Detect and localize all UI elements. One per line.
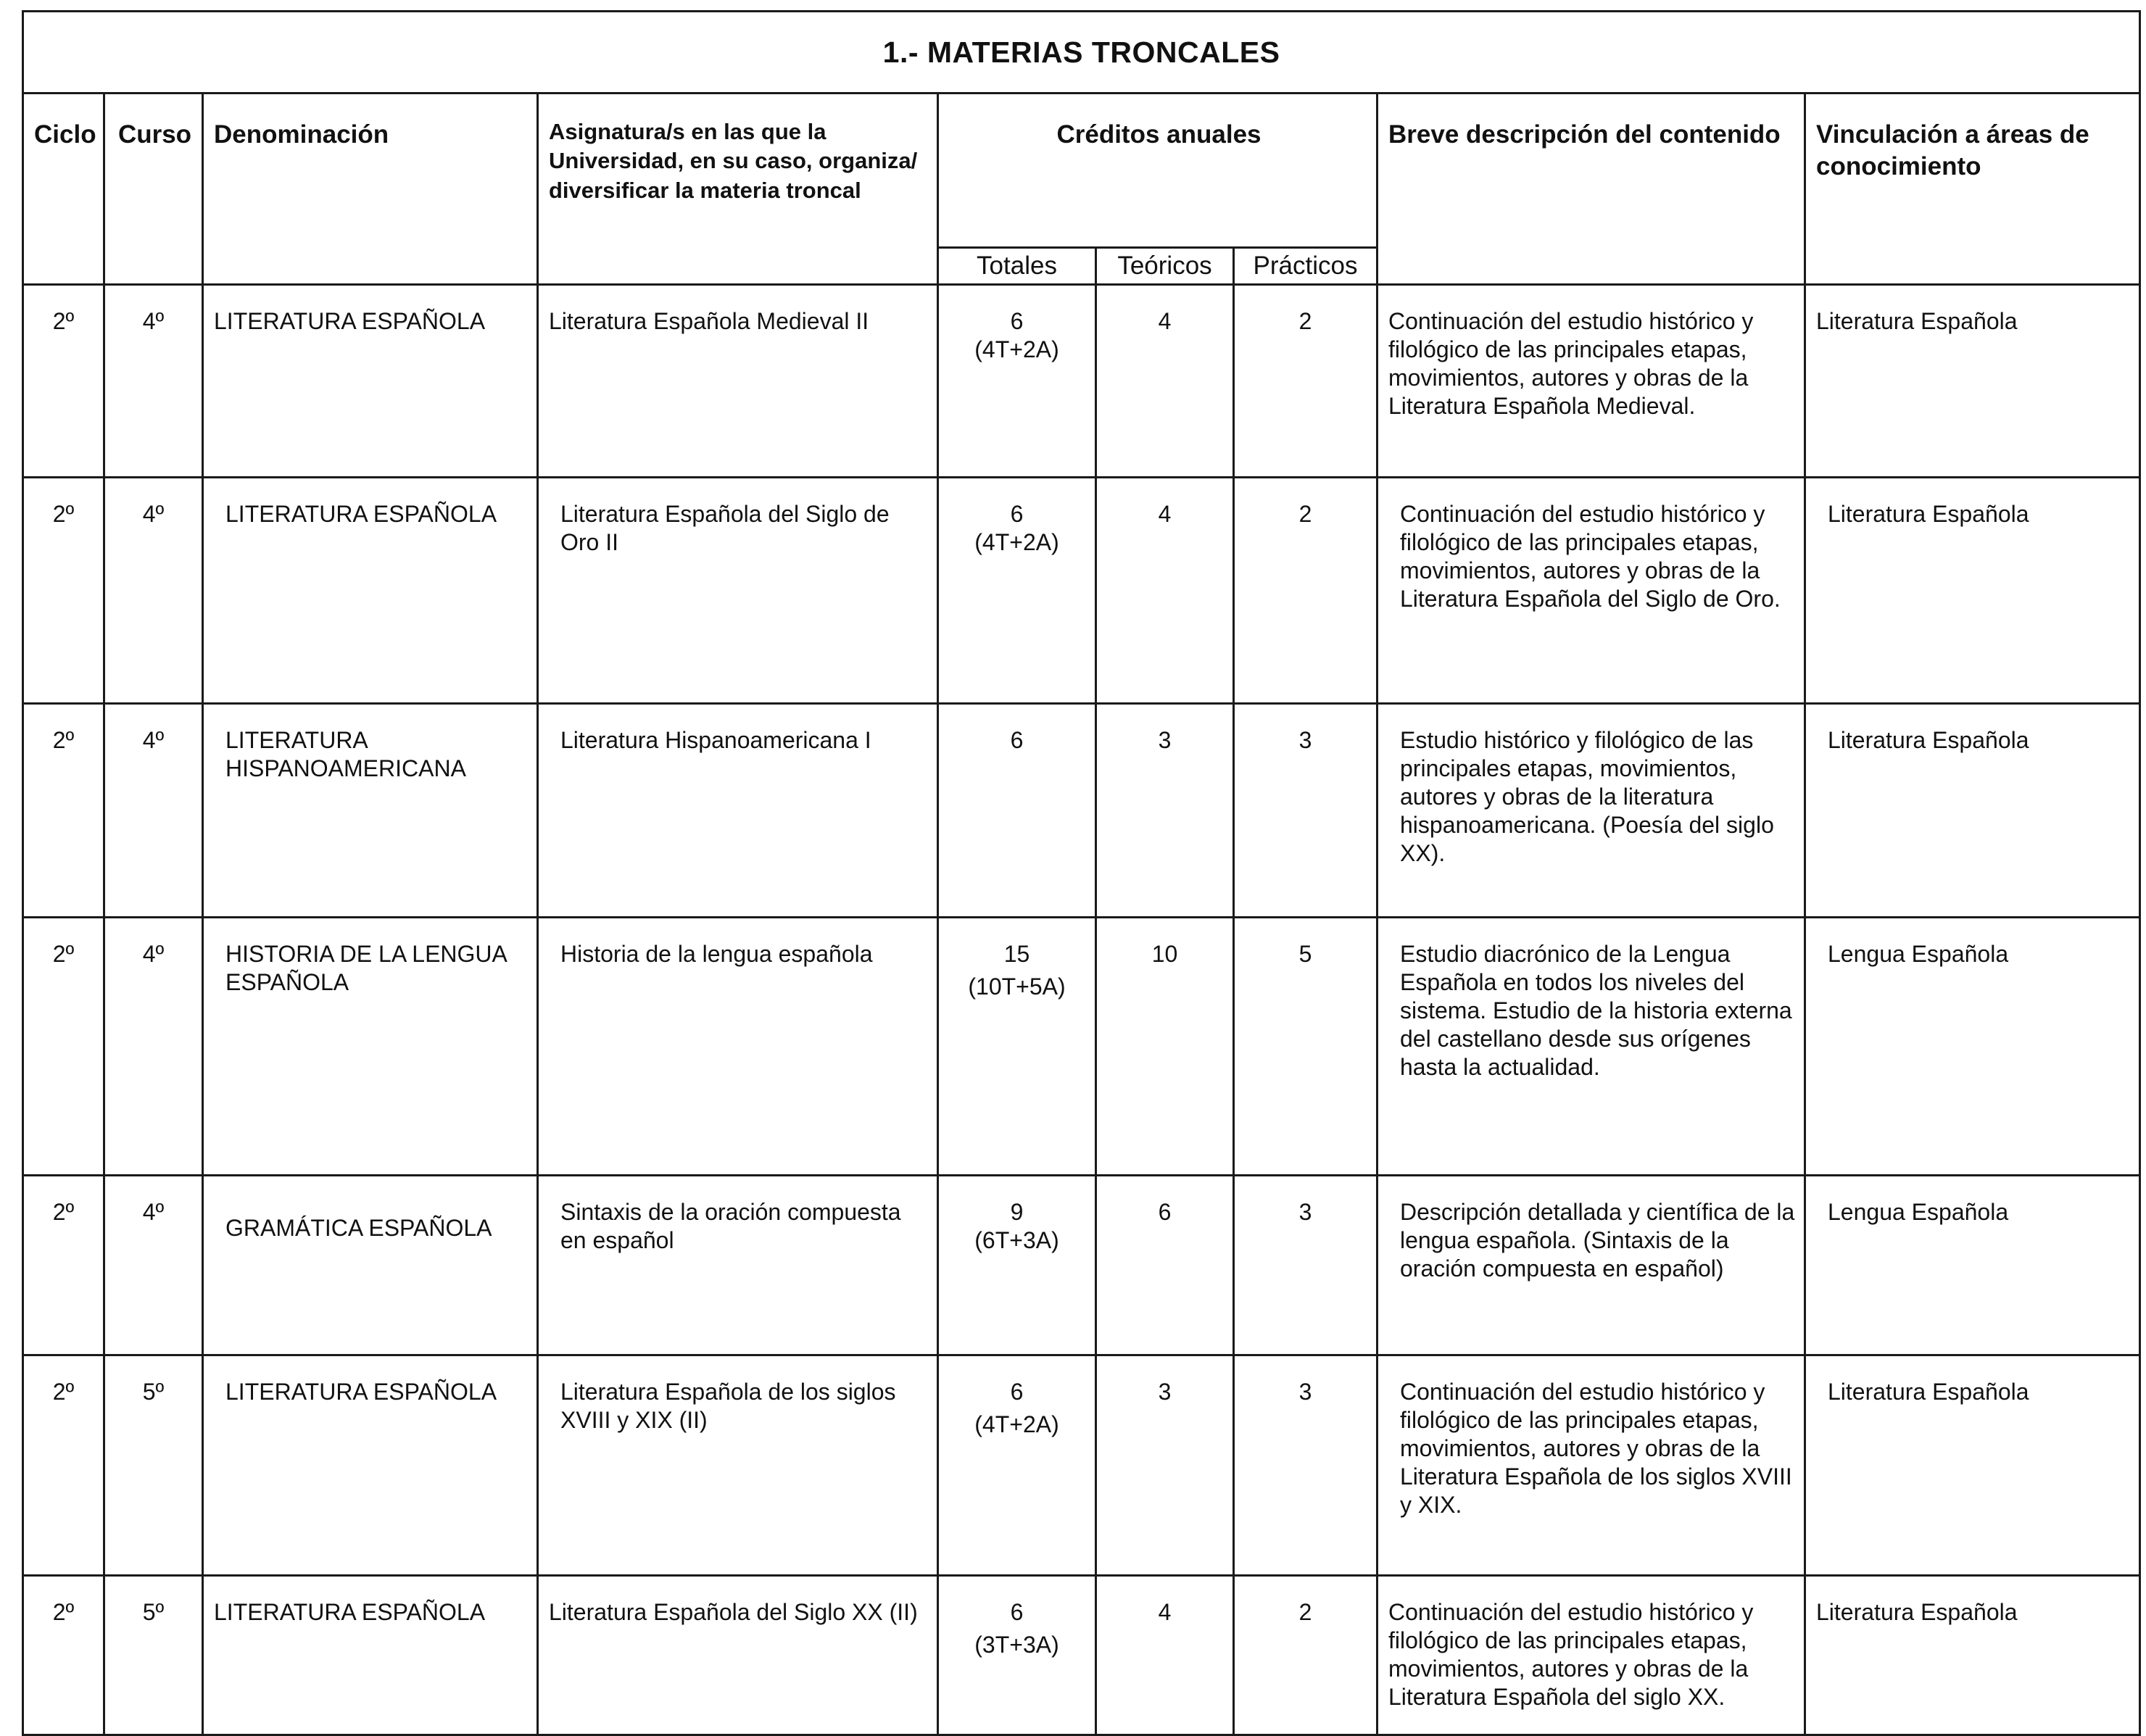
cell-teoricos: 4 xyxy=(1096,478,1234,704)
header-totales: Totales xyxy=(938,248,1096,285)
cell-ciclo: 2º xyxy=(23,704,104,918)
cell-denominacion: LITERATURA HISPANOAMERICANA xyxy=(203,704,538,918)
cell-denominacion: GRAMÁTICA ESPAÑOLA xyxy=(203,1176,538,1355)
table-row xyxy=(23,704,2140,918)
cell-ciclo: 2º xyxy=(23,478,104,704)
troncales-table xyxy=(22,10,2141,1736)
cell-curso: 5º xyxy=(104,1355,203,1576)
cell-asignatura: Literatura Española del Siglo de Oro II xyxy=(538,478,938,704)
table-row xyxy=(23,285,2140,478)
totales-detail: (6T+3A) xyxy=(974,1227,1059,1254)
cell-teoricos: 3 xyxy=(1096,704,1234,918)
cell-denominacion: LITERATURA ESPAÑOLA xyxy=(203,285,538,478)
cell-practicos: 2 xyxy=(1234,285,1378,478)
cell-totales xyxy=(938,1355,1096,1576)
cell-ciclo: 2º xyxy=(23,1576,104,1735)
cell-descripcion: Continuación del estudio histórico y filológico de las principales etapas, movimientos, autores y obras de la Literatura Española Medieval. xyxy=(1378,285,1805,478)
cell-curso: 4º xyxy=(104,704,203,918)
cell-totales xyxy=(938,1176,1096,1355)
cell-ciclo: 2º xyxy=(23,285,104,478)
cell-descripcion: Continuación del estudio histórico y filológico de las principales etapas, movimientos, autores y obras de la Literatura Española del siglo XX. xyxy=(1378,1576,1805,1735)
cell-practicos: 3 xyxy=(1234,1176,1378,1355)
cell-asignatura: Literatura Hispanoamericana I xyxy=(538,704,938,918)
header-practicos: Prácticos xyxy=(1234,248,1378,285)
cell-asignatura: Literatura Española de los siglos XVIII y XIX (II) xyxy=(538,1355,938,1576)
cell-curso: 4º xyxy=(104,918,203,1176)
cell-vinculacion: Literatura Española xyxy=(1805,285,2140,478)
totales-value: 9 xyxy=(1010,1199,1024,1225)
cell-ciclo: 2º xyxy=(23,1176,104,1355)
document-page xyxy=(22,10,2139,1711)
table-row xyxy=(23,918,2140,1176)
cell-curso: 4º xyxy=(104,478,203,704)
cell-descripcion: Continuación del estudio histórico y filológico de las principales etapas, movimientos, autores y obras de la Literatura Española de los siglos XVIII y XIX. xyxy=(1378,1355,1805,1576)
cell-vinculacion: Lengua Española xyxy=(1805,918,2140,1176)
cell-teoricos: 4 xyxy=(1096,1576,1234,1735)
cell-descripcion: Estudio histórico y filológico de las principales etapas, movimientos, autores y obras de la literatura hispanoamericana. (Poesía del siglo XX). xyxy=(1378,704,1805,918)
totales-value: 6 xyxy=(1010,1379,1024,1405)
header-curso: Curso xyxy=(104,94,203,285)
cell-denominacion: LITERATURA ESPAÑOLA xyxy=(203,478,538,704)
cell-descripcion: Descripción detallada y científica de la lengua española. (Sintaxis de la oración compuesta en español) xyxy=(1378,1176,1805,1355)
cell-totales xyxy=(938,478,1096,704)
cell-curso: 5º xyxy=(104,1576,203,1735)
totales-value: 6 xyxy=(1010,727,1024,753)
header-denominacion: Denominación xyxy=(203,94,538,285)
cell-vinculacion: Literatura Española xyxy=(1805,1355,2140,1576)
table-title: 1.- MATERIAS TRONCALES xyxy=(23,12,2140,94)
totales-value: 15 xyxy=(1003,941,1030,967)
header-creditos: Créditos anuales xyxy=(938,94,1378,248)
cell-practicos: 5 xyxy=(1234,918,1378,1176)
cell-denominacion: HISTORIA DE LA LENGUA ESPAÑOLA xyxy=(203,918,538,1176)
totales-detail: (4T+2A) xyxy=(974,336,1059,363)
cell-practicos: 3 xyxy=(1234,1355,1378,1576)
totales-detail: (10T+5A) xyxy=(968,973,1066,1000)
table-row xyxy=(23,1576,2140,1735)
cell-asignatura: Sintaxis de la oración compuesta en español xyxy=(538,1176,938,1355)
cell-asignatura: Literatura Española del Siglo XX (II) xyxy=(538,1576,938,1735)
header-teoricos: Teóricos xyxy=(1096,248,1234,285)
header-asignaturas: Asignatura/s en las que la Universidad, en su caso, organiza/ diversificar la materia troncal xyxy=(538,94,938,285)
cell-ciclo: 2º xyxy=(23,918,104,1176)
cell-curso: 4º xyxy=(104,285,203,478)
table-row xyxy=(23,1355,2140,1576)
cell-totales xyxy=(938,704,1096,918)
cell-practicos: 2 xyxy=(1234,1576,1378,1735)
totales-value: 6 xyxy=(1010,1599,1024,1625)
cell-vinculacion: Literatura Española xyxy=(1805,478,2140,704)
cell-teoricos: 10 xyxy=(1096,918,1234,1176)
cell-teoricos: 4 xyxy=(1096,285,1234,478)
totales-detail: (4T+2A) xyxy=(974,1411,1059,1438)
totales-value: 6 xyxy=(1010,501,1024,527)
header-ciclo: Ciclo xyxy=(23,94,104,285)
cell-totales xyxy=(938,285,1096,478)
cell-practicos: 3 xyxy=(1234,704,1378,918)
cell-denominacion: LITERATURA ESPAÑOLA xyxy=(203,1576,538,1735)
cell-vinculacion: Literatura Española xyxy=(1805,704,2140,918)
header-vinculacion: Vinculación a áreas de conocimiento xyxy=(1805,94,2140,285)
cell-denominacion: LITERATURA ESPAÑOLA xyxy=(203,1355,538,1576)
cell-vinculacion: Literatura Española xyxy=(1805,1576,2140,1735)
cell-ciclo: 2º xyxy=(23,1355,104,1576)
header-descripcion: Breve descripción del contenido xyxy=(1378,94,1805,285)
cell-totales xyxy=(938,1576,1096,1735)
cell-totales xyxy=(938,918,1096,1176)
cell-teoricos: 3 xyxy=(1096,1355,1234,1576)
cell-asignatura: Literatura Española Medieval II xyxy=(538,285,938,478)
totales-detail: (3T+3A) xyxy=(974,1632,1059,1658)
cell-practicos: 2 xyxy=(1234,478,1378,704)
title-row xyxy=(23,12,2140,94)
table-row xyxy=(23,478,2140,704)
header-row xyxy=(23,94,2140,248)
cell-curso: 4º xyxy=(104,1176,203,1355)
table-row xyxy=(23,1176,2140,1355)
totales-value: 6 xyxy=(1010,308,1024,334)
cell-descripcion: Continuación del estudio histórico y filológico de las principales etapas, movimientos, autores y obras de la Literatura Española del Siglo de Oro. xyxy=(1378,478,1805,704)
cell-vinculacion: Lengua Española xyxy=(1805,1176,2140,1355)
totales-detail: (4T+2A) xyxy=(974,529,1059,556)
cell-teoricos: 6 xyxy=(1096,1176,1234,1355)
cell-descripcion: Estudio diacrónico de la Lengua Española en todos los niveles del sistema. Estudio de la historia externa del castellano desde sus orígenes hasta la actualidad. xyxy=(1378,918,1805,1176)
cell-asignatura: Historia de la lengua española xyxy=(538,918,938,1176)
